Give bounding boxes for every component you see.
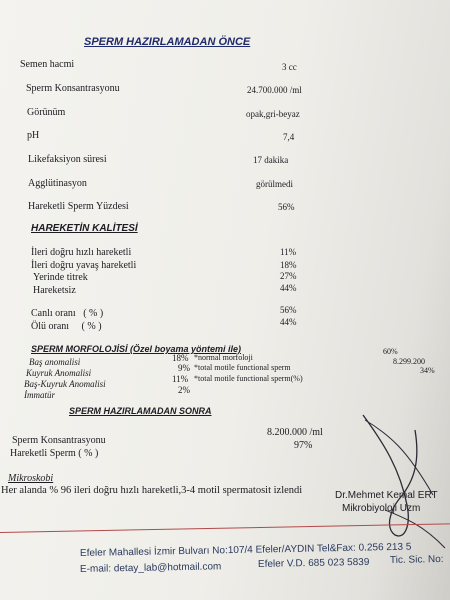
motility-value: 44% [280,283,297,293]
morphology-value: 11% [172,374,189,384]
morphology-value: 9% [178,363,190,373]
after-concentration-value: 8.200.000 /ml [267,427,323,438]
morphology-note: *total motile functional sperm [194,363,291,372]
live-ratio-value: 56% [280,305,297,315]
motility-label: İleri doğru hızlı hareketli [31,247,132,258]
param-value: 56% [278,202,295,212]
morphology-value: 18% [172,353,189,363]
footer-tax: Efeler V.D. 685 023 5839 [257,556,370,570]
dead-ratio-value: 44% [280,317,297,327]
morphology-right-value: 60% [383,347,398,356]
param-label: pH [27,130,40,141]
motility-label: Hareketsiz [33,285,76,296]
footer-tic: Tic. Sic. No: [389,553,444,566]
param-value: 3 cc [282,62,297,72]
doctor-name: Dr.Mehmet Kemal ERT [335,490,438,501]
morphology-note: *normal morfoloji [194,353,253,362]
footer-email: E-mail: detay_lab@hotmail.com [79,561,222,575]
after-concentration-label: Sperm Konsantrasyonu [12,435,106,446]
motility-value: 11% [280,247,297,257]
morphology-value: 2% [178,385,190,395]
morphology-label: Baş anomalisi [29,357,81,367]
morphology-right-value: 34% [420,366,435,375]
after-heading: SPERM HAZIRLAMADAN SONRA [69,406,212,416]
morphology-label: Baş-Kuyruk Anomalisi [24,379,106,389]
param-label: Likefaksiyon süresi [28,154,107,165]
microscopy-heading: Mikroskobi [8,473,54,484]
param-value: 17 dakika [253,155,289,165]
footer-address: Efeler Mahallesi İzmir Bulvarı No:107/4 Efeler/AYDIN Tel&Fax: 0.256 213 5 [79,541,412,559]
motility-value: 27% [280,271,297,281]
param-label: Hareketli Sperm Yüzdesi [28,201,129,212]
morphology-heading: SPERM MORFOLOJİSİ (Özel boyama yöntemi ile) [31,344,242,354]
report-title: SPERM HAZIRLAMADAN ÖNCE [84,36,251,48]
microscopy-text: Her alanda % 96 ileri doğru hızlı hareketli,3-4 motil spermatosit izlendi [1,485,303,496]
param-label: Sperm Konsantrasyonu [26,83,120,94]
dead-ratio-label: Ölü oranı ( % ) [31,321,102,332]
param-value: 24.700.000 /ml [247,85,302,95]
param-value: görülmedi [256,179,293,189]
motility-value: 18% [280,260,297,270]
param-value: 7,4 [283,132,295,142]
morphology-label: Kuyruk Anomalisi [26,368,92,378]
morphology-right-value: 8.299.200 [393,357,425,366]
param-label: Görünüm [27,107,66,118]
live-ratio-label: Canlı oranı ( % ) [31,308,104,319]
param-label: Semen hacmi [20,59,75,70]
param-label: Agglütinasyon [28,178,87,189]
morphology-label: İmmatür [24,390,55,400]
doctor-title: Mikrobiyoloji Uzm [342,503,421,514]
param-value: opak,gri-beyaz [246,109,300,119]
after-motile-label: Hareketli Sperm ( % ) [10,448,99,459]
morphology-note: *total motile functional sperm(%) [194,374,303,383]
motility-heading: HAREKETİN KALİTESİ [31,223,138,234]
motility-label: İleri doğru yavaş hareketli [31,260,137,271]
after-motile-value: 97% [294,440,313,451]
signature-scribble [345,400,450,550]
motility-label: Yerinde titrek [33,272,88,283]
